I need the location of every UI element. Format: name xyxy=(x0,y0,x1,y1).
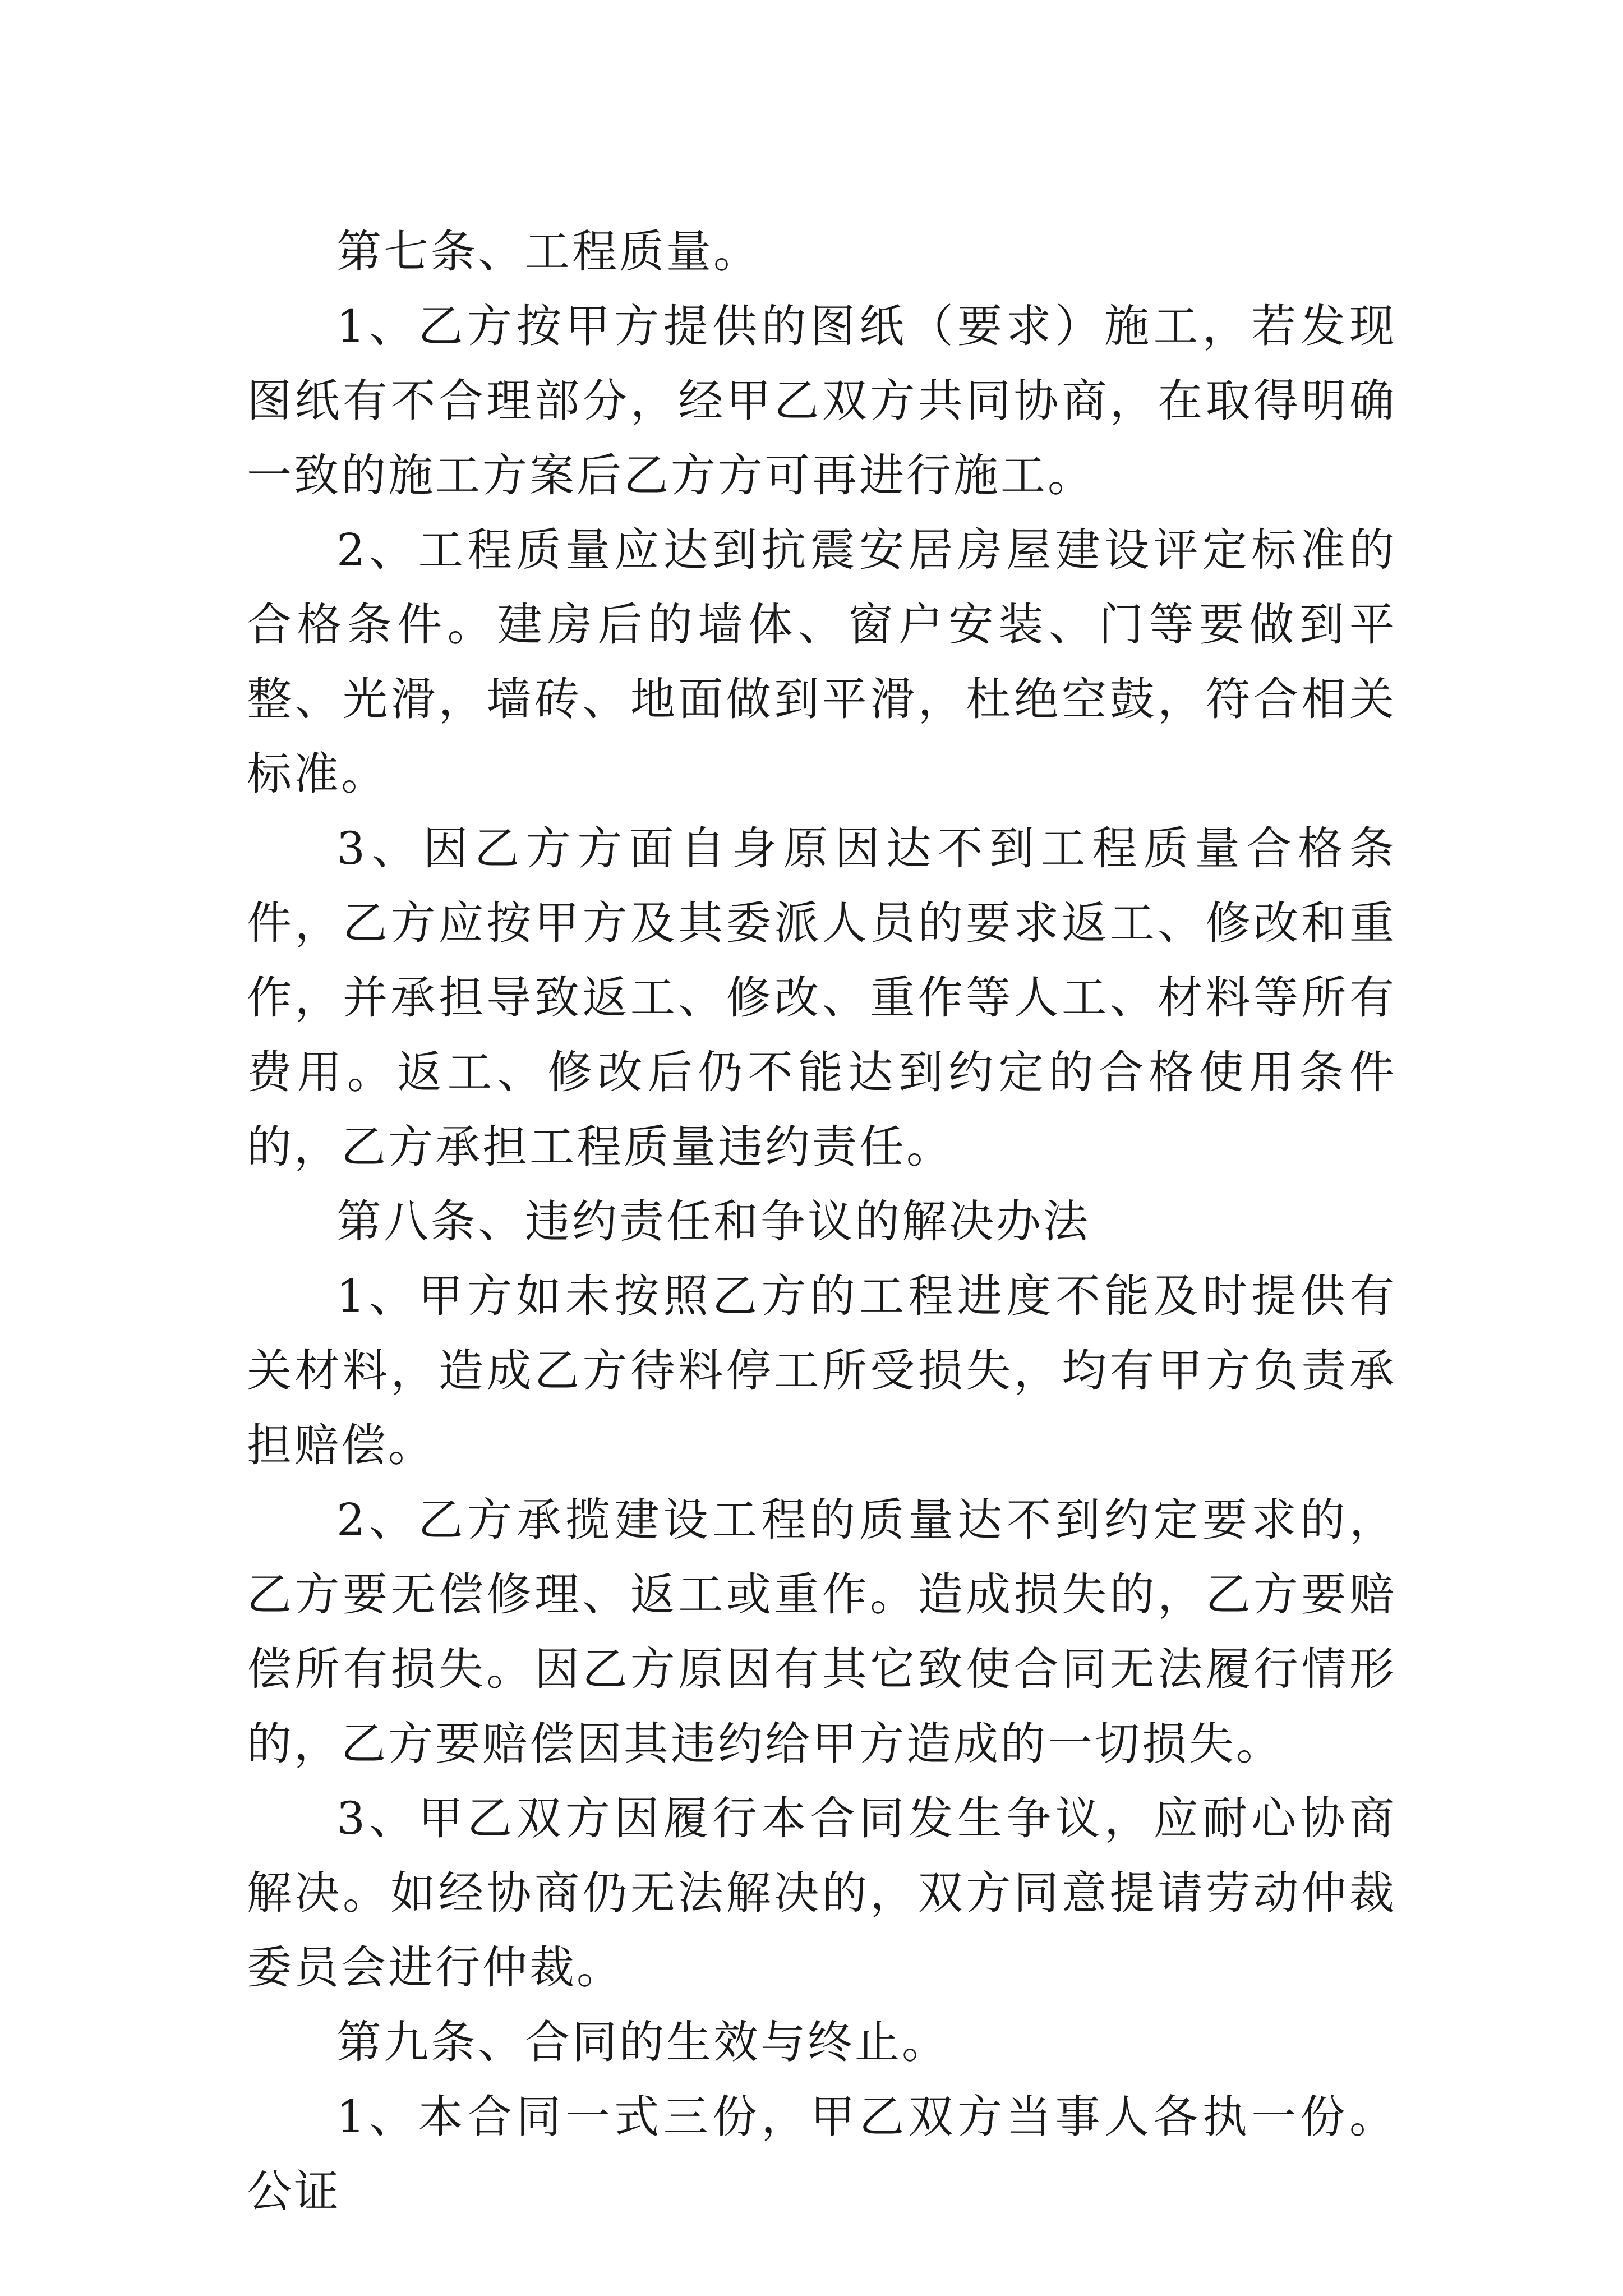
article-8-clause-2: 2、乙方承揽建设工程的质量达不到约定要求的，乙方要无偿修理、返工或重作。造成损失的，乙方要赔偿所有损失。因乙方原因有其它致使合同无法履行情形的，乙方要赔偿因其违约给甲方造成的一切损失。 xyxy=(247,1494,1396,1770)
article-8-clause-3: 3、甲乙双方因履行本合同发生争议，应耐心协商解决。如经协商仍无法解决的，双方同意提请劳动仲裁委员会进行仲裁。 xyxy=(247,1792,1396,1994)
article-8-clause-1: 1、甲方如未按照乙方的工程进度不能及时提供有关材料，造成乙方待料停工所受损失，均有甲方负责承担赔偿。 xyxy=(247,1270,1396,1471)
document-body xyxy=(247,214,1396,2229)
article-7-clause-2: 2、工程质量应达到抗震安居房屋建设评定标准的合格条件。建房后的墙体、窗户安装、门等要做到平整、光滑，墙砖、地面做到平滑，杜绝空鼓，符合相关标准。 xyxy=(247,524,1396,800)
article-9-clause-1: 1、本合同一式三份，甲乙双方当事人各执一份。公证 xyxy=(247,2091,1396,2217)
article-7-clause-3: 3、因乙方方面自身原因达不到工程质量合格条件，乙方应按甲方及其委派人员的要求返工、修改和重作，并承担导致返工、修改、重作等人工、材料等所有费用。返工、修改后仍不能达到约定的合格使用条件的，乙方承担工程质量违约责任。 xyxy=(247,822,1396,1173)
article-7-heading: 第七条、工程质量。 xyxy=(336,226,760,278)
article-8-heading: 第八条、违约责任和争议的解决办法 xyxy=(336,1195,1090,1248)
article-7-clause-1: 1、乙方按甲方提供的图纸（要求）施工，若发现图纸有不合理部分，经甲乙双方共同协商，在取得明确一致的施工方案后乙方方可再进行施工。 xyxy=(247,300,1396,501)
article-9-heading: 第九条、合同的生效与终止。 xyxy=(336,2016,949,2068)
